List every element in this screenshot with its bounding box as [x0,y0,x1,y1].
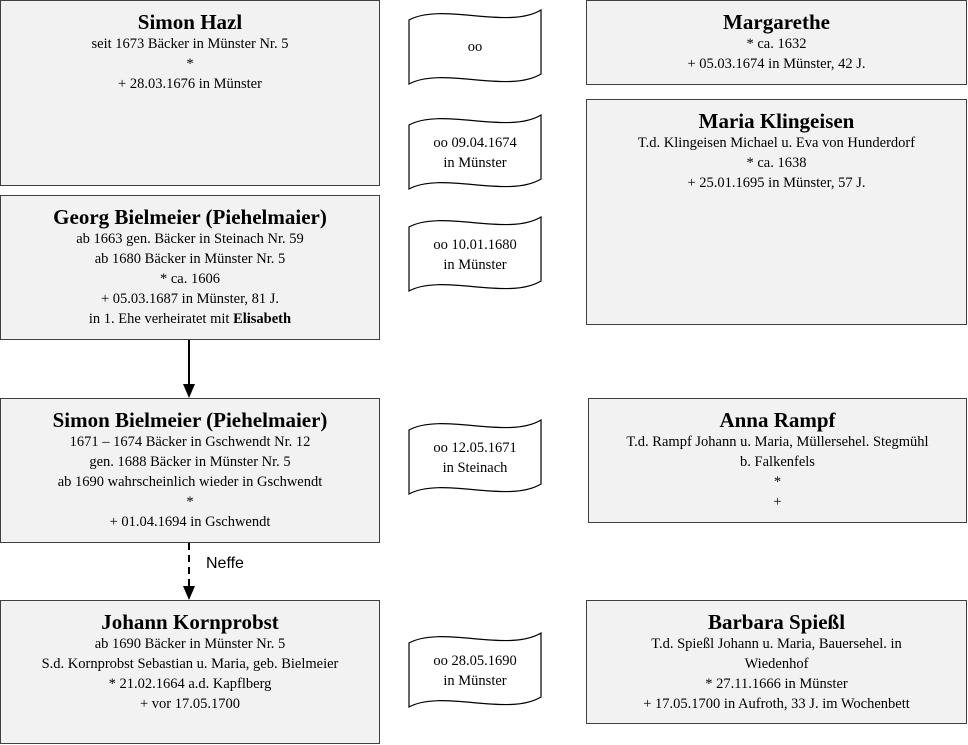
person-detail: * ca. 1638 [746,155,807,171]
person-detail: S.d. Kornprobst Sebastian u. Maria, geb. Bielmeier [41,656,339,672]
person-detail: + 01.04.1694 in Gschwendt [109,514,271,530]
person-name: Simon Bielmeier (Piehelmaier) [52,408,328,432]
person-detail: + 05.03.1687 in Münster, 81 J. [101,291,279,307]
person-detail: ab 1690 Bäcker in Münster Nr. 5 [94,636,286,652]
person-detail: * [186,56,194,72]
person-detail: * [186,494,194,510]
marriage-text: oo 09.04.1674 [433,135,517,151]
nephew-label: Neffe [206,555,244,572]
person-detail: ab 1663 gen. Bäcker in Steinach Nr. 59 [76,231,304,247]
person-detail: + 25.01.1695 in Münster, 57 J. [687,175,866,191]
marriage-text: in Steinach [442,460,508,476]
person-detail: * ca. 1606 [160,271,220,287]
person-detail: + vor 17.05.1700 [139,696,240,712]
person-detail: * 27.11.1666 in Münster [705,676,848,692]
person-detail: b. Falkenfels [740,454,815,470]
marriage-note-prefix: in 1. Ehe verheiratet mit [88,311,234,327]
person-detail: + [773,494,782,510]
person-detail: T.d. Klingeisen Michael u. Eva von Hunderdorf [637,135,916,151]
person-detail: + 17.05.1700 in Aufroth, 33 J. im Wochenbett [643,696,910,712]
marriage-text: in Münster [443,155,507,171]
person-detail: 1671 – 1674 Bäcker in Gschwendt Nr. 12 [69,434,311,450]
person-name: Georg Bielmeier (Piehelmaier) [53,205,327,229]
person-detail: T.d. Spießl Johann u. Maria, Bauersehel. in [651,636,902,652]
person-name: Margarethe [723,10,830,34]
marriage-text: oo 28.05.1690 [433,653,517,669]
person-name: Barbara Spießl [707,610,846,634]
person-name: Anna Rampf [719,408,836,432]
marriage-note-spouse: Elisabeth [233,311,292,327]
person-detail: Wiedenhof [744,656,809,672]
marriage-text: in Münster [443,257,507,273]
descent-arrow [183,340,195,398]
person-detail: * [773,474,782,490]
person-detail: * ca. 1632 [746,36,807,52]
person-detail: ab 1680 Bäcker in Münster Nr. 5 [94,251,286,267]
person-detail: + 05.03.1674 in Münster, 42 J. [687,56,866,72]
nephew-arrow [183,543,195,600]
marriage-text: in Münster [443,673,507,689]
person-name: Simon Hazl [137,10,243,34]
marriage-text: oo 10.01.1680 [433,237,517,253]
marriage-text: oo 12.05.1671 [433,440,517,456]
person-detail: + 28.03.1676 in Münster [118,76,262,92]
person-name: Johann Kornprobst [101,610,279,634]
person-detail: ab 1690 wahrscheinlich wieder in Gschwendt [57,474,323,490]
marriage-text: oo [467,39,483,55]
person-detail: gen. 1688 Bäcker in Münster Nr. 5 [89,454,291,470]
person-name: Maria Klingeisen [698,109,855,133]
person-detail: * 21.02.1664 a.d. Kapflberg [108,676,272,692]
person-detail: T.d. Rampf Johann u. Maria, Müllersehel. Stegmühl [626,434,929,450]
person-detail: seit 1673 Bäcker in Münster Nr. 5 [91,36,289,52]
